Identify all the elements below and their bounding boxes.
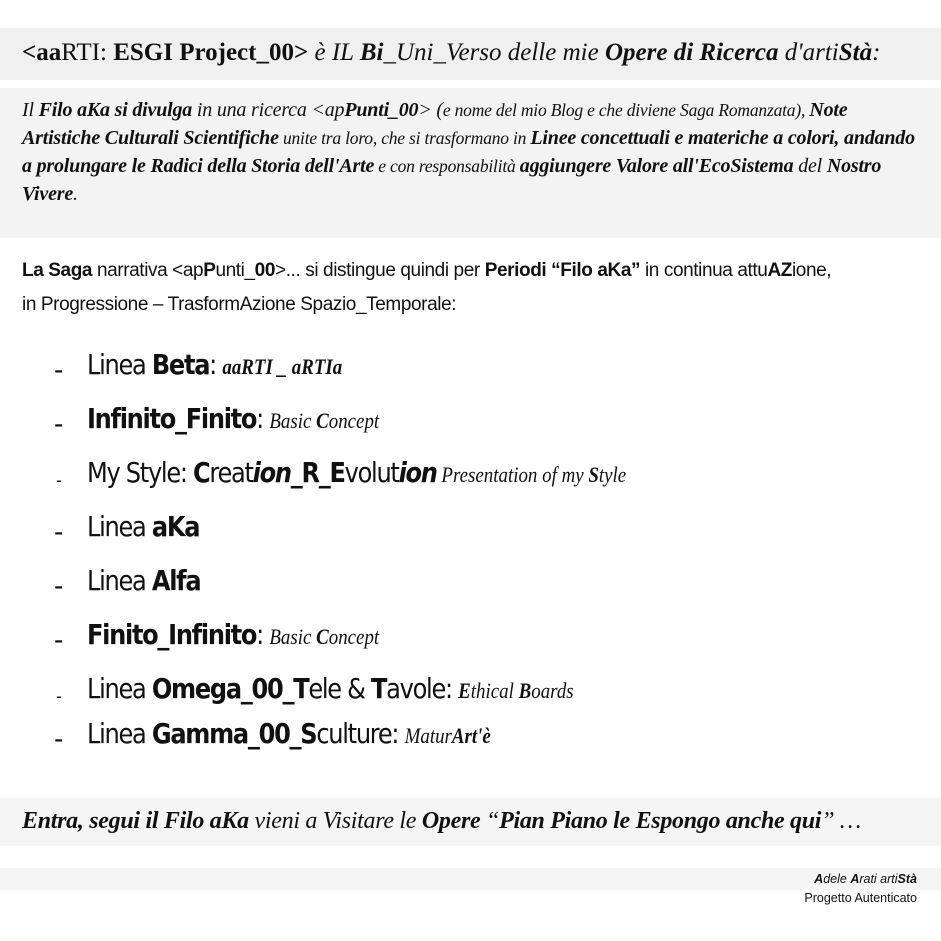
intro-paragraph: [22, 96, 923, 208]
title-part: RTI:: [61, 39, 114, 66]
closing-text: Opere: [421, 808, 481, 834]
signature-text: A: [814, 872, 824, 886]
intro-text: Punti_00: [344, 99, 419, 121]
closing-line: [22, 804, 923, 838]
closing-text: vieni a Visitare le: [248, 808, 422, 834]
list-text: Alfa: [151, 564, 201, 597]
list-text: ion: [398, 456, 437, 489]
list-text: ele &: [308, 672, 372, 705]
intro-text: in una ricerca <ap: [192, 99, 345, 121]
intro-text: Linee concettuali e materiche a colori, andando a prolungare le Radici della Storia dell'Arte: [22, 127, 915, 177]
signature-band: [0, 868, 941, 890]
title-part: Bi: [359, 39, 384, 66]
title-part: è IL: [308, 39, 360, 66]
list-text: My Style:: [87, 456, 194, 489]
list-item-text: [87, 510, 199, 543]
closing-text: Entra, segui il Filo aKa: [22, 808, 249, 834]
list-desc: E: [458, 678, 471, 703]
signature-text: rati arti: [859, 872, 898, 886]
intro-text: Note Artistiche Culturali Scientifiche: [22, 99, 848, 149]
saga-text: AZ: [767, 260, 792, 281]
list-text: avole:: [386, 672, 459, 705]
list-desc: oncept: [328, 408, 380, 433]
saga-text: ione,: [791, 260, 832, 281]
list-text: :: [209, 348, 223, 381]
bullet-dash: -: [54, 408, 64, 439]
title-part: ESGI Project_00>: [113, 39, 309, 66]
saga-text: P: [203, 260, 216, 281]
saga-text: in continua attu: [640, 260, 768, 281]
list-text: ion: [252, 456, 291, 489]
saga-text: >... si distingue quindi per: [275, 260, 485, 281]
title-part: :: [872, 39, 881, 66]
saga-text: unti_: [215, 260, 255, 281]
title-part: <aa: [22, 39, 62, 66]
intro-text: e con responsabilità: [374, 156, 520, 176]
saga-text: Periodi “Filo aKa”: [484, 260, 641, 281]
list-text: Linea: [87, 717, 152, 750]
list-item-text: [87, 456, 626, 489]
list-text: reat: [209, 456, 253, 489]
list-text: _R_E: [290, 456, 345, 489]
bullet-dash: -: [54, 570, 64, 601]
list-text: Omega_00_T: [151, 672, 309, 705]
list-item-text: [87, 564, 200, 597]
list-desc: aaRTI _ aRTIa: [222, 354, 343, 379]
list-desc: Presentation of my: [436, 462, 589, 487]
list-desc: oards: [531, 678, 574, 703]
list-item-text: [87, 348, 342, 381]
intro-text: Filo aKa si divulga: [38, 99, 193, 121]
signature-note: Progetto Autenticato: [804, 891, 917, 905]
signature-name: [804, 870, 917, 889]
saga-text: 00: [254, 260, 276, 281]
closing-text: ” …: [821, 808, 861, 834]
bullet-dash: -: [54, 624, 64, 655]
signature: [804, 870, 917, 908]
list-text: culture:: [316, 717, 405, 750]
saga-text: La Saga: [22, 260, 93, 281]
list-text: volut: [344, 456, 399, 489]
list-desc: S: [588, 462, 599, 487]
bullet-dash: -: [54, 516, 64, 547]
intro-text: unite tra loro, che si trasformano in: [278, 128, 531, 148]
list-text: Linea: [87, 672, 152, 705]
list-desc: tyle: [598, 462, 627, 487]
intro-text: Il: [22, 99, 39, 121]
closing-text: “: [480, 808, 500, 834]
bullet-dash: -: [56, 686, 62, 706]
list-item-text: [87, 402, 379, 435]
title-part: Stà: [838, 39, 873, 66]
list-desc: Matur: [404, 723, 452, 748]
list-text: C: [193, 456, 210, 489]
page-title: [22, 36, 923, 70]
signature-text: A: [850, 872, 860, 886]
closing-text: Pian Piano le Espongo anche qui: [499, 808, 822, 834]
signature-text: dele: [823, 872, 851, 886]
intro-text: del: [793, 155, 827, 177]
list-text: :: [256, 618, 270, 651]
list-desc: thical: [470, 678, 519, 703]
list-item-text: [87, 618, 379, 651]
list-item-text: [87, 717, 491, 750]
list-text: T: [371, 672, 387, 705]
intro-text: > (: [418, 99, 443, 121]
list-desc: B: [518, 678, 532, 703]
intro-text: e nome del mio Blog e che diviene Saga Romanzata),: [442, 100, 810, 120]
list-text: Infinito_Finito: [87, 402, 257, 435]
saga-paragraph: [22, 254, 923, 322]
title-part: d'arti: [778, 39, 839, 66]
list-text: Gamma_00_S: [151, 717, 317, 750]
bullet-dash: -: [56, 470, 62, 490]
saga-text: narrativa <ap: [92, 260, 204, 281]
list-text: aKa: [151, 510, 200, 543]
list-desc: Art'è: [451, 723, 491, 748]
saga-text: in Progressione – TrasformAzione Spazio_Temporale:: [22, 294, 457, 315]
bullet-dash: -: [54, 354, 64, 385]
list-text: :: [256, 402, 270, 435]
list-text: Finito_Infinito: [87, 618, 257, 651]
title-part: _Uni_Verso delle mie: [383, 39, 605, 66]
list-text: Linea: [87, 564, 152, 597]
list-text: Linea: [87, 510, 152, 543]
list-desc: Basic: [269, 408, 317, 433]
intro-text: Nostro Vivere: [22, 155, 882, 205]
title-part: Opere di Ricerca: [604, 39, 779, 66]
list-item-text: [87, 672, 574, 705]
list-desc: Basic: [269, 624, 317, 649]
list-desc: C: [316, 624, 329, 649]
list-desc: C: [316, 408, 329, 433]
list-desc: oncept: [328, 624, 380, 649]
intro-text: .: [73, 183, 78, 205]
list-text: Beta: [151, 348, 210, 381]
intro-text: aggiungere Valore all'EcoSistema: [519, 155, 794, 177]
list-text: Linea: [87, 348, 152, 381]
signature-text: Stà: [897, 872, 917, 886]
bullet-dash: -: [54, 723, 64, 754]
